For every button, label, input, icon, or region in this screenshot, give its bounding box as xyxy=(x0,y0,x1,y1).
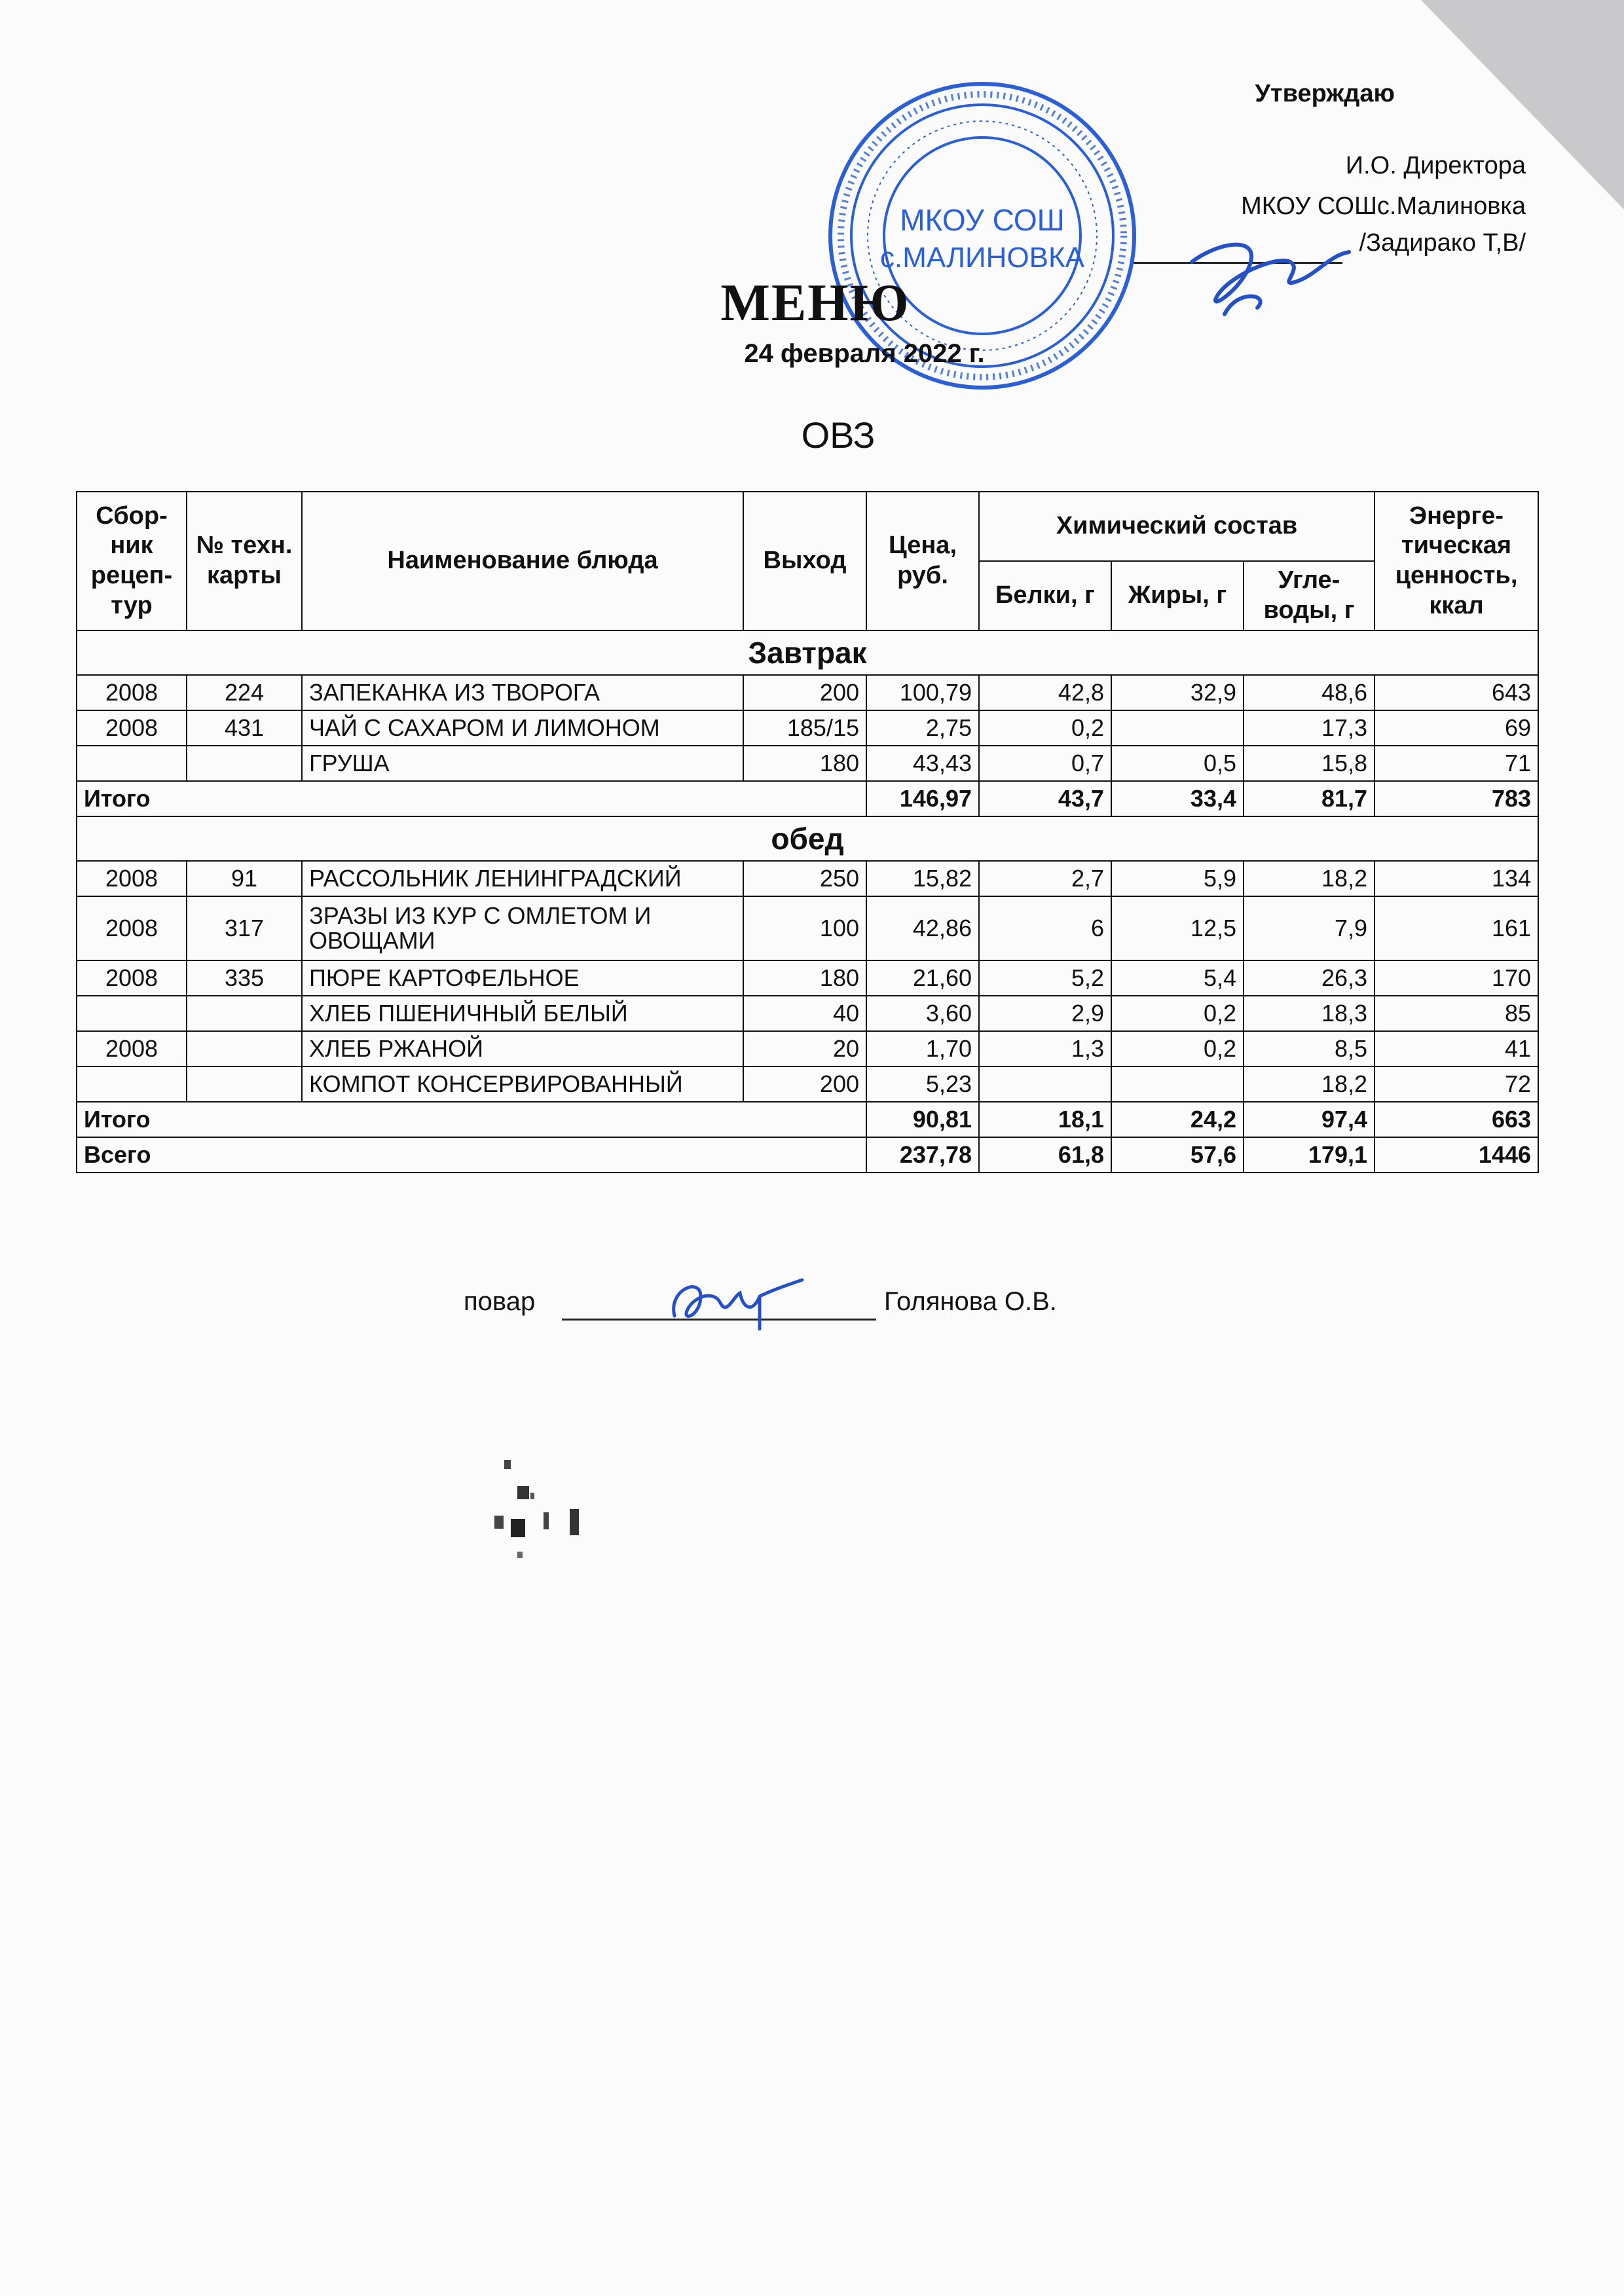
table-row xyxy=(77,746,1538,781)
cell-price: 43,43 xyxy=(866,746,979,781)
cell-protein: 0,2 xyxy=(979,710,1111,746)
cell-collection: 2008 xyxy=(77,861,187,896)
cell-collection: 2008 xyxy=(77,896,187,960)
header-collection: Сбор-ник рецеп-тур xyxy=(77,492,187,630)
cell-protein: 42,8 xyxy=(979,675,1111,710)
cook-signature xyxy=(661,1264,805,1336)
cell-dish: ХЛЕБ ПШЕНИЧНЫЙ БЕЛЫЙ xyxy=(302,996,743,1031)
cell-fat: 5,4 xyxy=(1111,960,1244,996)
header-price: Цена, руб. xyxy=(866,492,979,630)
cell-energy: 69 xyxy=(1375,710,1538,746)
cell-output: 185/15 xyxy=(743,710,866,746)
cell-price: 42,86 xyxy=(866,896,979,960)
total-fat: 24,2 xyxy=(1111,1102,1244,1137)
table-row xyxy=(77,960,1538,996)
grand-total-fat: 57,6 xyxy=(1111,1137,1244,1173)
page-title: МЕНЮ xyxy=(720,274,910,332)
cell-output: 20 xyxy=(743,1031,866,1066)
cell-dish: ПЮРЕ КАРТОФЕЛЬНОЕ xyxy=(302,960,743,996)
cell-fat: 0,2 xyxy=(1111,996,1244,1031)
cell-protein: 0,7 xyxy=(979,746,1111,781)
cell-fat: 0,5 xyxy=(1111,746,1244,781)
cell-dish: ЗРАЗЫ ИЗ КУР С ОМЛЕТОМ И ОВОЩАМИ xyxy=(302,896,743,960)
section-breakfast: Завтрак xyxy=(77,630,1538,675)
table-row xyxy=(77,675,1538,710)
cell-output: 180 xyxy=(743,746,866,781)
cook-name: Голянова О.В. xyxy=(884,1287,1057,1316)
cell-fat xyxy=(1111,710,1244,746)
header-fat: Жиры, г xyxy=(1111,561,1244,630)
table-row xyxy=(77,1031,1538,1066)
cell-fat: 0,2 xyxy=(1111,1031,1244,1066)
cell-collection: 2008 xyxy=(77,1031,187,1066)
cell-energy: 41 xyxy=(1375,1031,1538,1066)
cell-protein: 5,2 xyxy=(979,960,1111,996)
total-protein: 43,7 xyxy=(979,781,1111,816)
cell-dish: КОМПОТ КОНСЕРВИРОВАННЫЙ xyxy=(302,1066,743,1102)
cell-card xyxy=(187,746,302,781)
cell-output: 40 xyxy=(743,996,866,1031)
cell-dish: ЗАПЕКАНКА ИЗ ТВОРОГА xyxy=(302,675,743,710)
grand-total-label: Всего xyxy=(77,1137,866,1173)
cell-protein xyxy=(979,1066,1111,1102)
stamp-center-line1: МКОУ СОШ xyxy=(900,203,1065,237)
cell-card: 91 xyxy=(187,861,302,896)
cell-carbs: 18,3 xyxy=(1244,996,1375,1031)
cell-price: 1,70 xyxy=(866,1031,979,1066)
total-protein: 18,1 xyxy=(979,1102,1111,1137)
cell-energy: 85 xyxy=(1375,996,1538,1031)
table-row xyxy=(77,710,1538,746)
total-fat: 33,4 xyxy=(1111,781,1244,816)
table-row xyxy=(77,1066,1538,1102)
cell-card xyxy=(187,996,302,1031)
cell-card xyxy=(187,1031,302,1066)
header-card-no: № техн. карты xyxy=(187,492,302,630)
cell-carbs: 26,3 xyxy=(1244,960,1375,996)
cell-fat xyxy=(1111,1066,1244,1102)
cell-output: 250 xyxy=(743,861,866,896)
cell-protein: 6 xyxy=(979,896,1111,960)
grand-total-carbs: 179,1 xyxy=(1244,1137,1375,1173)
cell-carbs: 48,6 xyxy=(1244,675,1375,710)
total-price: 146,97 xyxy=(866,781,979,816)
grand-total-protein: 61,8 xyxy=(979,1137,1111,1173)
cell-dish: ЧАЙ С САХАРОМ И ЛИМОНОМ xyxy=(302,710,743,746)
cell-price: 2,75 xyxy=(866,710,979,746)
table-row xyxy=(77,996,1538,1031)
header-chem: Химический состав xyxy=(979,492,1375,561)
menu-date: 24 февраля 2022 г. xyxy=(744,339,985,368)
grand-total-energy: 1446 xyxy=(1375,1137,1538,1173)
scan-smudge xyxy=(478,1447,602,1604)
cell-energy: 643 xyxy=(1375,675,1538,710)
cell-price: 21,60 xyxy=(866,960,979,996)
cell-energy: 170 xyxy=(1375,960,1538,996)
cell-card: 224 xyxy=(187,675,302,710)
stamp-center-line2: с.МАЛИНОВКА xyxy=(879,242,1085,274)
cell-collection: 2008 xyxy=(77,675,187,710)
cell-output: 180 xyxy=(743,960,866,996)
section-lunch: обед xyxy=(77,816,1538,861)
header-energy: Энерге-тическая ценность, ккал xyxy=(1375,492,1538,630)
total-carbs: 81,7 xyxy=(1244,781,1375,816)
cell-price: 5,23 xyxy=(866,1066,979,1102)
approve-label: Утверждаю xyxy=(1255,80,1395,107)
cell-dish: РАССОЛЬНИК ЛЕНИНГРАДСКИЙ xyxy=(302,861,743,896)
cell-collection: 2008 xyxy=(77,960,187,996)
cell-carbs: 18,2 xyxy=(1244,861,1375,896)
menu-table xyxy=(76,491,1539,1173)
approve-position: И.О. Директора xyxy=(1345,152,1526,179)
table-row xyxy=(77,896,1538,960)
cell-energy: 71 xyxy=(1375,746,1538,781)
menu-category: ОВЗ xyxy=(801,414,876,456)
cell-output: 200 xyxy=(743,675,866,710)
cell-dish: ХЛЕБ РЖАНОЙ xyxy=(302,1031,743,1066)
grand-total-row xyxy=(77,1137,1538,1173)
cell-fat: 12,5 xyxy=(1111,896,1244,960)
breakfast-total-row xyxy=(77,781,1538,816)
header-output: Выход xyxy=(743,492,866,630)
cell-carbs: 18,2 xyxy=(1244,1066,1375,1102)
total-energy: 783 xyxy=(1375,781,1538,816)
header-dish: Наименование блюда xyxy=(302,492,743,630)
header-carbs: Угле-воды, г xyxy=(1244,561,1375,630)
cell-protein: 2,7 xyxy=(979,861,1111,896)
cell-fat: 32,9 xyxy=(1111,675,1244,710)
cell-collection: 2008 xyxy=(77,710,187,746)
approve-signatory: /Задирако Т,В/ xyxy=(1359,229,1526,257)
cell-price: 3,60 xyxy=(866,996,979,1031)
cell-output: 100 xyxy=(743,896,866,960)
total-label: Итого xyxy=(77,781,866,816)
cell-price: 15,82 xyxy=(866,861,979,896)
cell-card xyxy=(187,1066,302,1102)
total-carbs: 97,4 xyxy=(1244,1102,1375,1137)
cell-collection xyxy=(77,996,187,1031)
cell-carbs: 17,3 xyxy=(1244,710,1375,746)
cook-label: повар xyxy=(464,1287,536,1316)
cell-energy: 161 xyxy=(1375,896,1538,960)
cell-carbs: 8,5 xyxy=(1244,1031,1375,1066)
cell-protein: 2,9 xyxy=(979,996,1111,1031)
cell-carbs: 7,9 xyxy=(1244,896,1375,960)
cell-card: 317 xyxy=(187,896,302,960)
cell-card: 431 xyxy=(187,710,302,746)
cell-energy: 72 xyxy=(1375,1066,1538,1102)
cell-output: 200 xyxy=(743,1066,866,1102)
lunch-total-row xyxy=(77,1102,1538,1137)
cell-price: 100,79 xyxy=(866,675,979,710)
total-label: Итого xyxy=(77,1102,866,1137)
cell-energy: 134 xyxy=(1375,861,1538,896)
cell-card: 335 xyxy=(187,960,302,996)
cell-fat: 5,9 xyxy=(1111,861,1244,896)
cell-collection xyxy=(77,746,187,781)
cell-dish: ГРУША xyxy=(302,746,743,781)
grand-total-price: 237,78 xyxy=(866,1137,979,1173)
cell-collection xyxy=(77,1066,187,1102)
total-price: 90,81 xyxy=(866,1102,979,1137)
header-protein: Белки, г xyxy=(979,561,1111,630)
total-energy: 663 xyxy=(1375,1102,1538,1137)
approve-school: МКОУ СОШс.Малиновка xyxy=(1241,192,1526,220)
cell-carbs: 15,8 xyxy=(1244,746,1375,781)
cell-protein: 1,3 xyxy=(979,1031,1111,1066)
table-row xyxy=(77,861,1538,896)
